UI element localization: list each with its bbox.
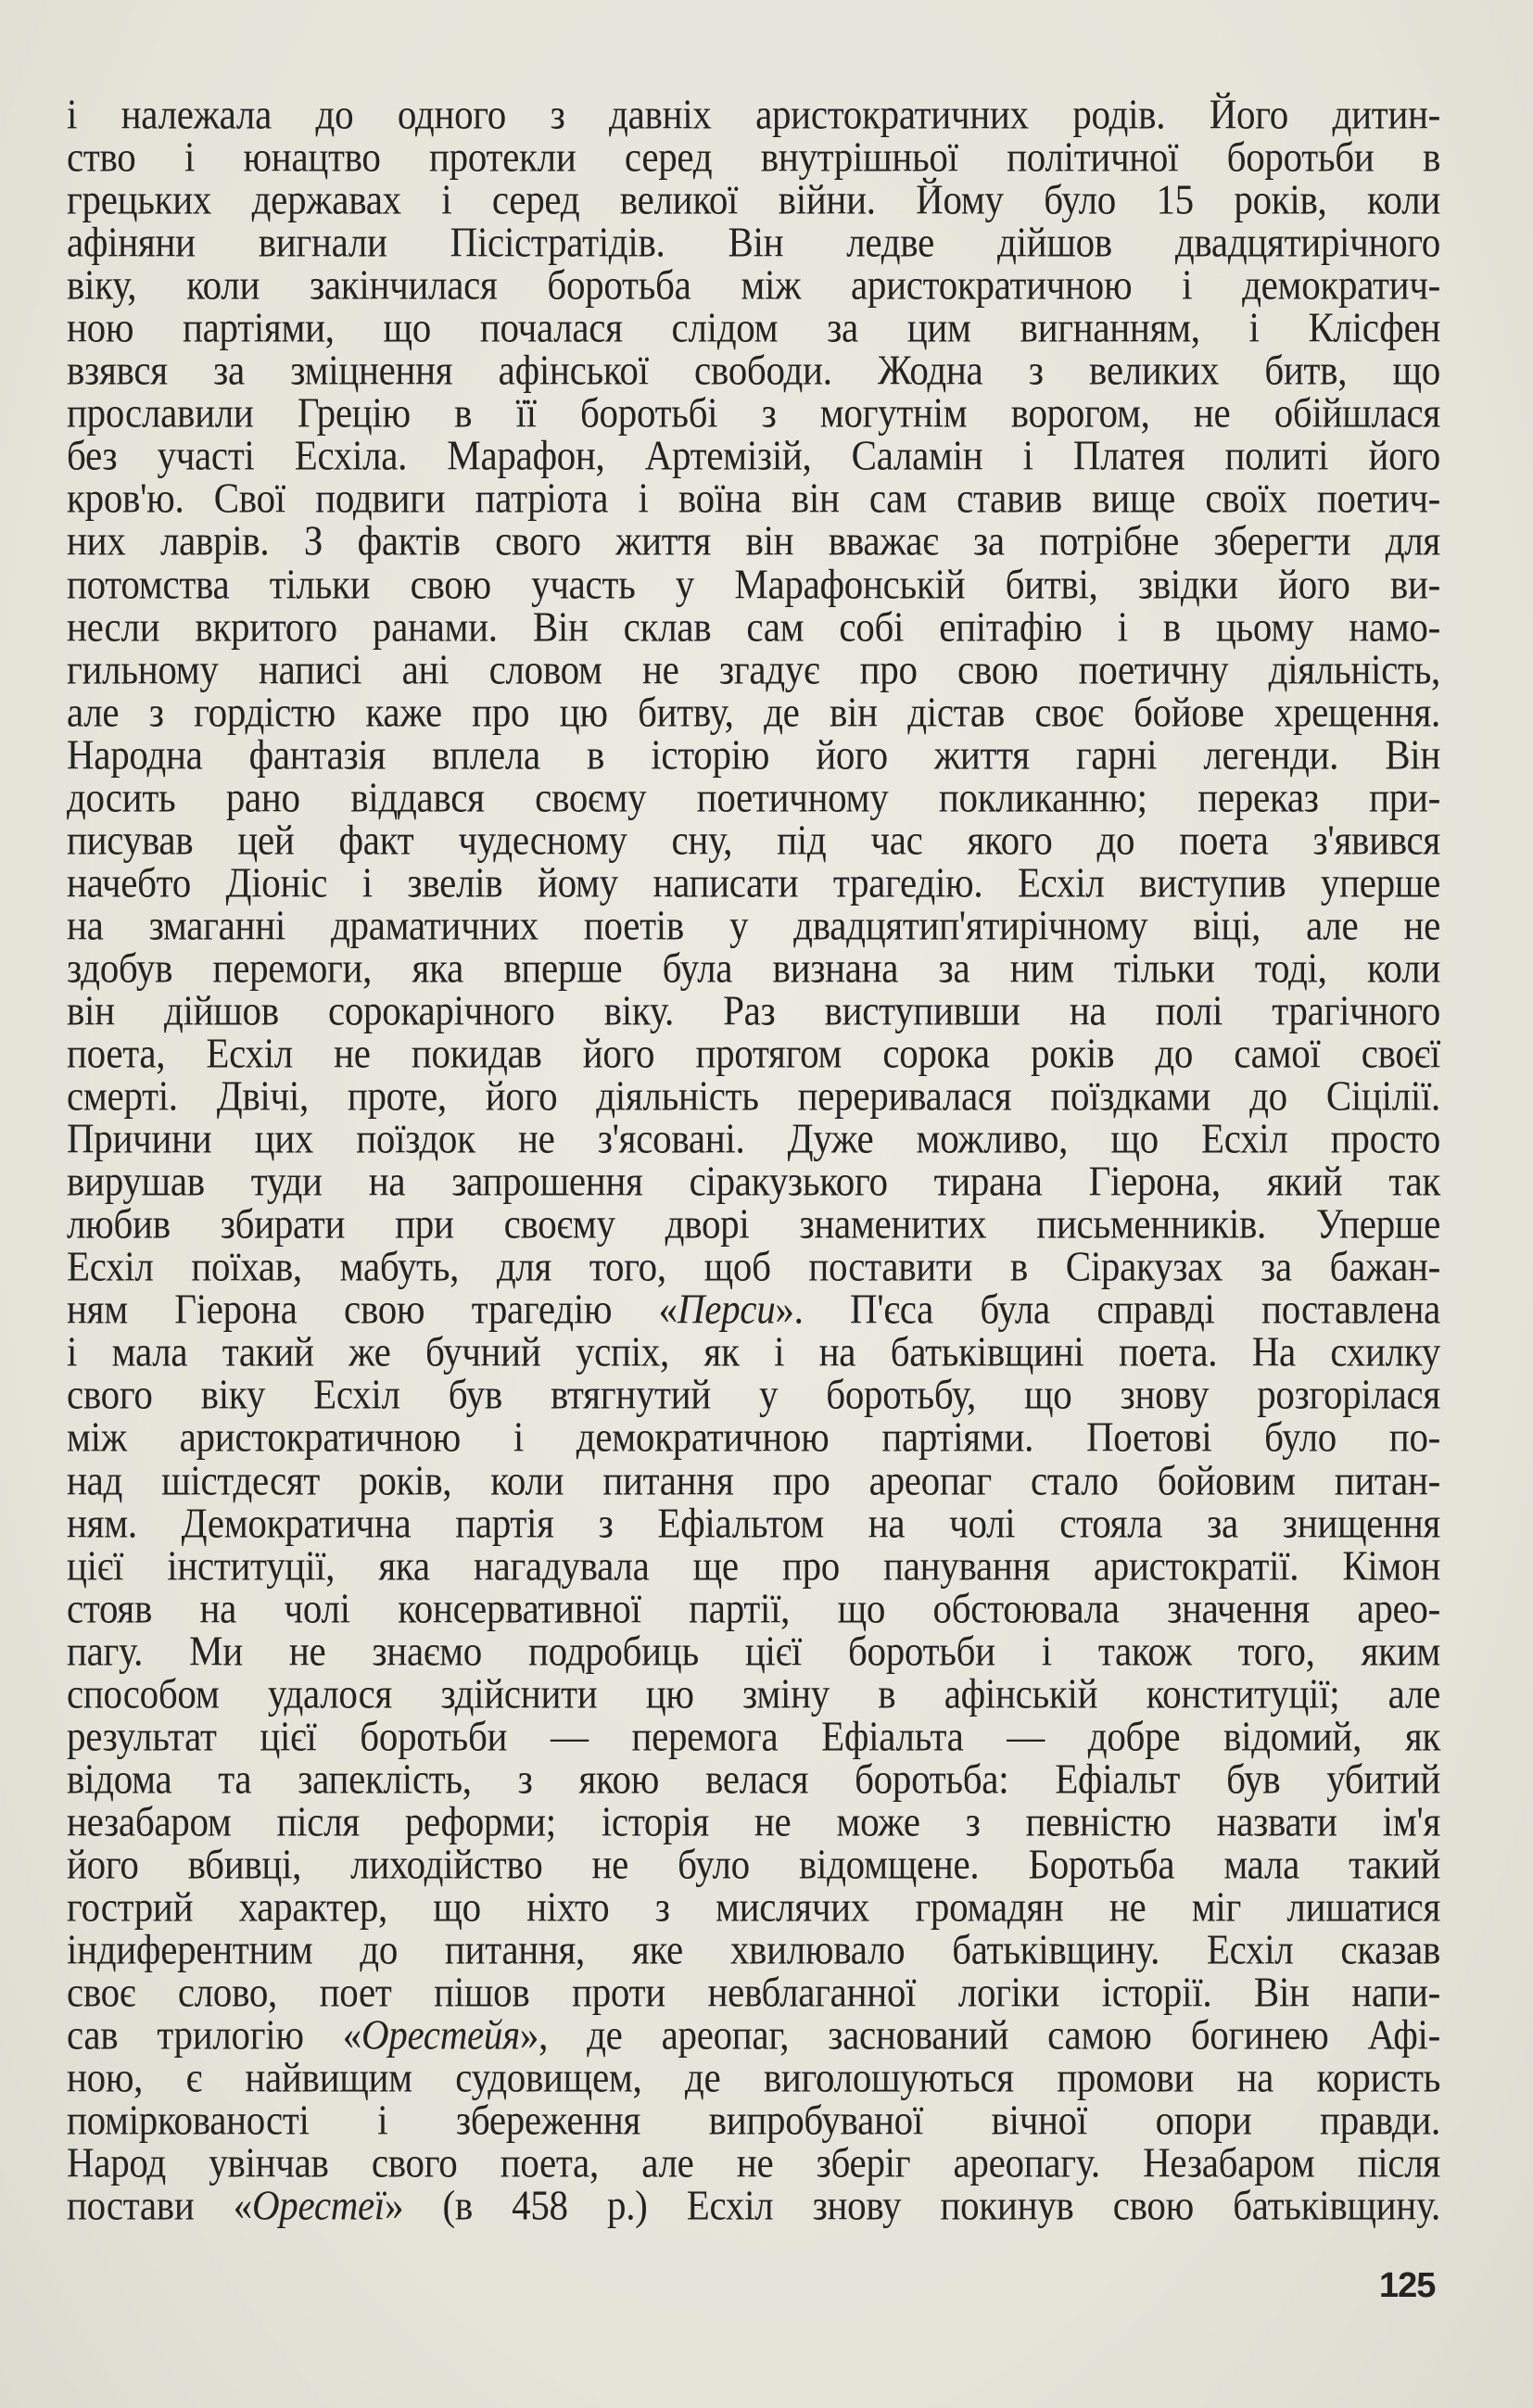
text-line bbox=[67, 816, 1440, 864]
text-line bbox=[67, 1882, 1440, 1931]
line-text: своє слово, поет пішов проти невблаганної логіки історії. Він напи- bbox=[67, 1968, 1440, 2016]
line-text: », де ареопаг, заснований самою богинею Афі- bbox=[519, 2010, 1440, 2059]
line-text: здобув перемоги, яка вперше була визнана за ним тільки тоді, коли bbox=[67, 944, 1440, 992]
line-text: ною, є найвищим судовищем, де виголошуються промови на користь bbox=[67, 2053, 1440, 2101]
text-line bbox=[67, 1755, 1440, 1803]
line-text: стояв на чолі консервативної партії, що обстоювала значення арео- bbox=[67, 1583, 1440, 1632]
line-text: способом удалося здійснити цю зміну в афінській конституції; але bbox=[67, 1668, 1440, 1717]
text-line bbox=[67, 260, 1440, 309]
line-text: афіняни вигнали Пісістратідів. Він ледве дійшов двадцятирічного bbox=[67, 218, 1440, 266]
text-line bbox=[67, 1456, 1440, 1504]
text-line bbox=[67, 2138, 1440, 2186]
text-line bbox=[67, 901, 1440, 949]
text-line bbox=[67, 475, 1440, 523]
text-line bbox=[67, 347, 1440, 395]
line-text: поета, Есхіл не покидав його протягом сорока років до самої своєї bbox=[67, 1029, 1440, 1077]
text-line bbox=[67, 1797, 1440, 1845]
text-line bbox=[67, 773, 1440, 821]
page-number: 125 bbox=[1379, 2266, 1436, 2305]
text-line bbox=[67, 1328, 1440, 1376]
text-line bbox=[67, 175, 1440, 223]
line-text: відома та запеклість, з якою велася боротьба: Ефіальт був убитий bbox=[67, 1755, 1440, 1803]
text-line bbox=[67, 2096, 1440, 2144]
text-line bbox=[67, 986, 1440, 1034]
line-text: ство і юнацтво протекли серед внутрішньої політичної боротьби в bbox=[67, 133, 1440, 181]
line-text: грецьких державах і серед великої війни. Йому було 15 років, коли bbox=[67, 175, 1440, 223]
line-text: несли вкритого ранами. Він склав сам собі епітафію і в цьому намо- bbox=[67, 602, 1440, 651]
line-text: постави « bbox=[67, 2181, 252, 2230]
text-line bbox=[67, 133, 1440, 181]
text-line bbox=[67, 1413, 1440, 1462]
text-line bbox=[67, 560, 1440, 608]
text-line bbox=[67, 645, 1440, 693]
italic-title: Орестейя bbox=[361, 2010, 520, 2059]
line-text: сав трилогію « bbox=[67, 2010, 361, 2059]
text-line bbox=[67, 389, 1440, 437]
text-line bbox=[67, 1840, 1440, 1888]
line-text: він дійшов сорокарічного віку. Раз виступивши на полі трагічного bbox=[67, 986, 1440, 1034]
line-text: гострий характер, що ніхто з мислячих громадян не міг лишатися bbox=[67, 1882, 1440, 1931]
line-text: смерті. Двічі, проте, його діяльність переривалася поїздками до Сіцілії. bbox=[67, 1071, 1440, 1120]
line-text: без участі Есхіла. Марафон, Артемізій, Саламін і Платея политі його bbox=[67, 431, 1440, 480]
text-line bbox=[67, 1584, 1440, 1632]
text-line bbox=[67, 432, 1440, 480]
text-line bbox=[67, 1071, 1440, 1120]
line-text: цієї інституції, яка нагадувала ще про панування аристократії. Кімон bbox=[67, 1540, 1440, 1590]
line-text: індиферентним до питання, яке хвилювало батьківщину. Есхіл сказав bbox=[67, 1925, 1440, 1973]
line-text: начебто Діоніс і звелів йому написати трагедію. Есхіл виступив уперше bbox=[67, 858, 1440, 906]
line-text: Народна фантазія вплела в історію його життя гарні легенди. Він bbox=[67, 729, 1440, 779]
text-line bbox=[67, 1157, 1440, 1205]
line-text: і мала такий же бучний успіх, як і на батьківщині поета. На схилку bbox=[67, 1327, 1440, 1376]
line-text: ною партіями, що почалася слідом за цим вигнанням, і Клісфен bbox=[67, 303, 1440, 351]
text-line bbox=[67, 730, 1440, 779]
line-text: його вбивці, лиходійство не було відомщене. Боротьба мала такий bbox=[67, 1840, 1440, 1888]
text-line bbox=[67, 1114, 1440, 1162]
text-line bbox=[67, 944, 1440, 992]
italic-title: Перси bbox=[677, 1285, 776, 1334]
line-text: любив збирати при своєму дворі знаменитих письменників. Уперше bbox=[67, 1199, 1440, 1248]
text-line bbox=[67, 688, 1440, 736]
line-text: Народ увінчав свого поета, але не зберіг ареопагу. Незабаром після bbox=[67, 2138, 1440, 2187]
line-text: вирушав туди на запрошення сіракузького тирана Гіерона, який так bbox=[67, 1157, 1440, 1205]
line-text: на змаганні драматичних поетів у двадцятип'ятирічному віці, але не bbox=[67, 901, 1440, 949]
text-line bbox=[67, 1286, 1440, 1334]
text-line bbox=[67, 1669, 1440, 1717]
line-text: взявся за зміцнення афінської свободи. Жодна з великих битв, що bbox=[67, 346, 1440, 395]
line-text: віку, коли закінчилася боротьба між аристократичною і демократич- bbox=[67, 260, 1440, 309]
line-text: результат цієї боротьби — перемога Ефіальта — добре відомий, як bbox=[67, 1712, 1440, 1760]
line-text: Есхіл поїхав, мабуть, для того, щоб поставити в Сіракузах за бажан- bbox=[67, 1242, 1440, 1291]
body-text bbox=[67, 90, 1440, 2230]
line-text: ». П'єса була справді поставлена bbox=[775, 1285, 1440, 1334]
text-line bbox=[67, 2182, 1440, 2230]
text-line bbox=[67, 1243, 1440, 1291]
text-line bbox=[67, 1925, 1440, 1973]
text-line bbox=[67, 602, 1440, 651]
line-text: свого віку Есхіл був втягнутий у боротьбу, що знову розгорілася bbox=[67, 1370, 1440, 1419]
line-text: поміркованості і збереження випробуваної вічної опори правди. bbox=[67, 2096, 1440, 2144]
text-line bbox=[67, 90, 1440, 138]
text-line bbox=[67, 1029, 1440, 1077]
text-line bbox=[67, 858, 1440, 906]
line-text: прославили Грецію в її боротьбі з могутнім ворогом, не обійшлася bbox=[67, 388, 1440, 437]
line-text: писував цей факт чудесному сну, під час якого до поета з'явився bbox=[67, 816, 1440, 864]
line-text: потомства тільки свою участь у Марафонській битві, звідки його ви- bbox=[67, 559, 1440, 608]
line-text: них лаврів. З фактів свого життя він вважає за потрібне зберегти для bbox=[67, 516, 1440, 565]
line-text: Причини цих поїздок не з'ясовані. Дуже можливо, що Есхіл просто bbox=[67, 1114, 1440, 1162]
line-text: кров'ю. Свої подвиги патріота і воїна він сам ставив вище своїх поетич- bbox=[67, 474, 1440, 523]
line-text: над шістдесят років, коли питання про ареопаг стало бойовим питан- bbox=[67, 1455, 1440, 1504]
line-text: ням Гіерона свою трагедію « bbox=[67, 1285, 678, 1334]
text-line bbox=[67, 1199, 1440, 1248]
line-text: і належала до одного з давніх аристократичних родів. Його дитин- bbox=[67, 90, 1440, 138]
text-line bbox=[67, 1541, 1440, 1590]
text-line bbox=[67, 218, 1440, 266]
line-text: незабаром після реформи; історія не може з певністю назвати ім'я bbox=[67, 1797, 1440, 1845]
italic-title: Орестеї bbox=[251, 2181, 386, 2230]
line-text: але з гордістю каже про цю битву, де він дістав своє бойове хрещення. bbox=[67, 687, 1440, 736]
text-line bbox=[67, 2010, 1440, 2059]
text-line bbox=[67, 1627, 1440, 1675]
line-text: між аристократичною і демократичною партіями. Поетові було по- bbox=[67, 1413, 1440, 1462]
text-line bbox=[67, 303, 1440, 351]
text-line bbox=[67, 1968, 1440, 2016]
text-line bbox=[67, 517, 1440, 565]
line-text: » (в 458 р.) Есхіл знову покинув свою батьківщину. bbox=[385, 2181, 1440, 2230]
text-line bbox=[67, 1499, 1440, 1547]
line-text: досить рано віддався своєму поетичному покликанню; переказ при- bbox=[67, 772, 1440, 821]
line-text: пагу. Ми не знаємо подробиць цієї боротьби і також того, яким bbox=[67, 1626, 1440, 1675]
text-line bbox=[67, 1712, 1440, 1760]
line-text: ням. Демократична партія з Ефіальтом на чолі стояла за знищення bbox=[67, 1498, 1440, 1547]
text-line bbox=[67, 1371, 1440, 1419]
line-text: гильному написі ані словом не згадує про свою поетичну діяльність, bbox=[67, 644, 1440, 693]
text-line bbox=[67, 2053, 1440, 2101]
